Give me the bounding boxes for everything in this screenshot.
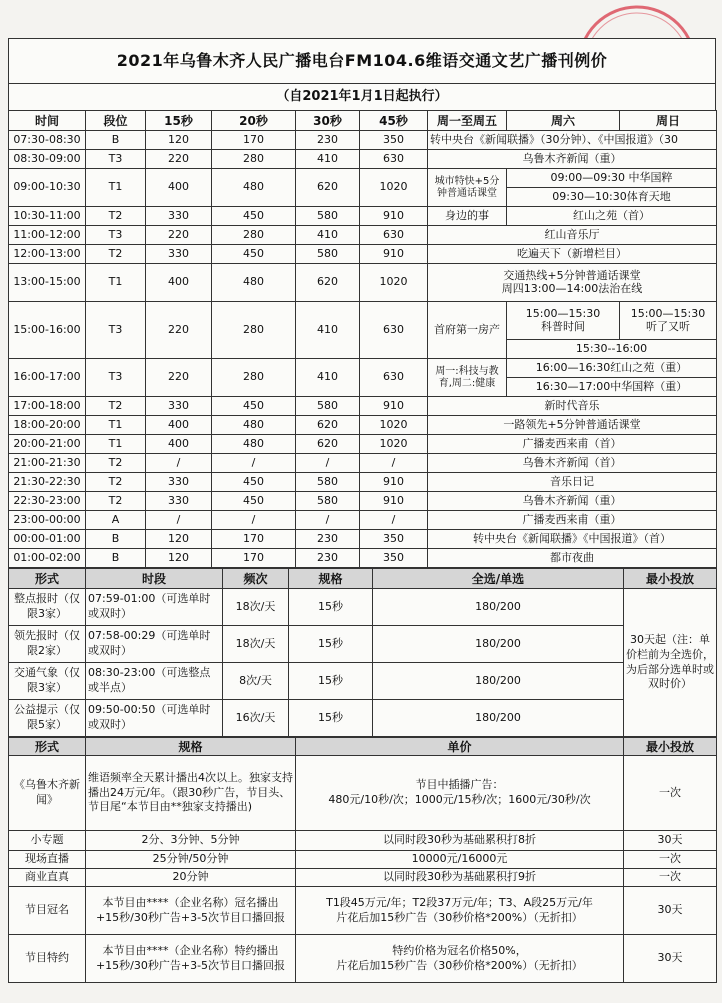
program-cell: 都市夜曲 <box>428 549 717 568</box>
spec-cell: 15秒 <box>289 663 373 700</box>
table-row <box>9 511 717 530</box>
program-cell: 音乐日记 <box>428 473 717 492</box>
price-cell: / <box>296 511 360 530</box>
level-cell: A <box>86 511 146 530</box>
program-cell: 广播麦西来甫（重） <box>428 511 717 530</box>
price-cell <box>296 935 624 983</box>
col-header-unit-price: 单价 <box>296 738 624 756</box>
min-order-cell: 30天 <box>624 887 717 935</box>
spec-cell: 25分钟/50分钟 <box>86 851 296 869</box>
price-cell <box>296 887 624 935</box>
table-row <box>9 150 717 169</box>
price-cell: 410 <box>296 226 360 245</box>
price-cell: 400 <box>146 416 212 435</box>
time-cell: 17:00-18:00 <box>9 397 86 416</box>
price-cell: 580 <box>296 492 360 511</box>
price-cell: 450 <box>212 473 296 492</box>
price-cell: 910 <box>360 245 428 264</box>
col-header-20s: 20秒 <box>212 111 296 131</box>
price-cell: 180/200 <box>373 700 624 737</box>
spec-cell <box>86 935 296 983</box>
price-cell: 480 <box>212 435 296 454</box>
level-cell: B <box>86 549 146 568</box>
col-header-spec: 规格 <box>289 569 373 589</box>
col-header-min-order: 最小投放 <box>624 569 717 589</box>
price-cell: 400 <box>146 264 212 302</box>
price-cell: 580 <box>296 397 360 416</box>
col-header-min-order: 最小投放 <box>624 738 717 756</box>
price-cell: 170 <box>212 530 296 549</box>
price-line: 节目中插播广告： <box>415 778 504 792</box>
price-cell: 620 <box>296 435 360 454</box>
level-cell: T1 <box>86 416 146 435</box>
frequency-cell: 16次/天 <box>223 700 289 737</box>
price-line: T1段45万元/年；T2段37万元/年；T3、A段25万元/年 <box>326 895 593 909</box>
min-order-cell: 一次 <box>624 756 717 831</box>
price-cell: 350 <box>360 530 428 549</box>
level-cell: T2 <box>86 492 146 511</box>
frequency-cell: 18次/天 <box>223 589 289 626</box>
spec-line: 本节目由****（企业名称）冠名播出 <box>102 895 279 909</box>
col-header-sunday: 周日 <box>620 111 717 131</box>
price-cell: 170 <box>212 549 296 568</box>
price-cell: 350 <box>360 131 428 150</box>
price-cell: 330 <box>146 207 212 226</box>
table-row <box>9 663 717 700</box>
frequency-cell: 8次/天 <box>223 663 289 700</box>
table-row <box>9 359 717 378</box>
spec-cell <box>86 887 296 935</box>
sunday-program-cell <box>620 302 717 340</box>
program-line: 15:00—15:30 <box>630 306 706 320</box>
page-title: 2021年乌鲁木齐人民广播电台FM104.6维语交通文艺广播刊例价 <box>8 38 716 83</box>
program-line: 听了又听 <box>646 319 690 333</box>
time-cell: 13:00-15:00 <box>9 264 86 302</box>
price-cell: 以同时段30秒为基础累积打9折 <box>296 869 624 887</box>
price-cell: 630 <box>360 150 428 169</box>
table-row <box>9 226 717 245</box>
price-line: 片花后加15秒广告（30秒价格*200%）（无折扣） <box>336 958 583 972</box>
price-cell: 230 <box>296 131 360 150</box>
col-header-weekday: 周一至周五 <box>428 111 507 131</box>
level-cell: T2 <box>86 454 146 473</box>
price-cell: 180/200 <box>373 589 624 626</box>
level-cell: B <box>86 530 146 549</box>
time-cell: 09:00-10:30 <box>9 169 86 207</box>
period-cell: 07:59-01:00（可选单时或双时） <box>86 589 223 626</box>
time-cell: 15:00-16:00 <box>9 302 86 359</box>
price-cell: 910 <box>360 492 428 511</box>
program-cell: 乌鲁木齐新闻（首） <box>428 454 717 473</box>
level-cell: T1 <box>86 435 146 454</box>
form-cell: 商业直真 <box>9 869 86 887</box>
price-cell: / <box>212 511 296 530</box>
price-cell: 280 <box>212 150 296 169</box>
price-cell: 220 <box>146 150 212 169</box>
level-cell: T3 <box>86 359 146 397</box>
col-header-level: 段位 <box>86 111 146 131</box>
min-order-cell: 一次 <box>624 851 717 869</box>
period-cell: 08:30-23:00（可选整点或半点） <box>86 663 223 700</box>
spec-line: 本节目由****（企业名称）特约播出 <box>102 943 279 957</box>
table-row <box>9 530 717 549</box>
price-cell: 120 <box>146 131 212 150</box>
price-line: 片花后加15秒广告（30秒价格*200%）（无折扣） <box>336 910 583 924</box>
price-cell: 220 <box>146 359 212 397</box>
price-cell: 580 <box>296 473 360 492</box>
price-cell: 910 <box>360 207 428 226</box>
spec-cell: 15秒 <box>289 700 373 737</box>
form-cell: 整点报时（仅限3家） <box>9 589 86 626</box>
price-cell: / <box>296 454 360 473</box>
weekend-program-cell: 16:00—16:30红山之苑（重） <box>507 359 717 378</box>
program-cell <box>428 264 717 302</box>
col-header-form: 形式 <box>9 738 86 756</box>
table-row <box>9 169 717 188</box>
price-cell: 450 <box>212 397 296 416</box>
special-formats-table <box>8 737 717 983</box>
price-cell: 330 <box>146 397 212 416</box>
table-row <box>9 851 717 869</box>
price-cell: 400 <box>146 169 212 207</box>
table-row <box>9 416 717 435</box>
price-cell: 280 <box>212 359 296 397</box>
col-header-30s: 30秒 <box>296 111 360 131</box>
level-cell: T1 <box>86 264 146 302</box>
price-cell: 1020 <box>360 264 428 302</box>
table-row <box>9 492 717 511</box>
program-cell: 一路领先+5分钟普通话课堂 <box>428 416 717 435</box>
min-order-cell: 30天起（注：单价栏前为全选价，为后部分选单时或双时价） <box>624 589 717 737</box>
col-header-saturday: 周六 <box>507 111 620 131</box>
program-line: 科普时间 <box>541 319 585 333</box>
price-cell: 450 <box>212 245 296 264</box>
program-cell: 转中央台《新闻联播》《中国报道》（首） <box>428 530 717 549</box>
table-row <box>9 473 717 492</box>
period-cell: 07:58-00:29（可选单时或双时） <box>86 626 223 663</box>
form-cell: 小专题 <box>9 831 86 851</box>
weekend-program-cell: 16:30—17:00中华国粹（重） <box>507 378 717 397</box>
price-cell: 280 <box>212 226 296 245</box>
weekend-program-cell: 09:00—09:30 中华国粹 <box>507 169 717 188</box>
price-cell: 1020 <box>360 435 428 454</box>
weekday-program-cell: 城市特快+5分钟普通话课堂 <box>428 169 507 207</box>
special-header-row <box>9 738 717 756</box>
table-row <box>9 435 717 454</box>
schedule-header-row <box>9 111 717 131</box>
col-header-form: 形式 <box>9 569 86 589</box>
program-cell: 广播麦西来甫（首） <box>428 435 717 454</box>
page-subtitle: （自2021年1月1日起执行） <box>8 83 716 110</box>
col-header-45s: 45秒 <box>360 111 428 131</box>
form-cell: 交通气象（仅限3家） <box>9 663 86 700</box>
weekend-program-cell: 15:30--16:00 <box>507 340 717 359</box>
table-row <box>9 454 717 473</box>
price-cell: 410 <box>296 359 360 397</box>
price-cell: / <box>146 511 212 530</box>
program-cell: 新时代音乐 <box>428 397 717 416</box>
table-row <box>9 264 717 302</box>
form-cell: 节目冠名 <box>9 887 86 935</box>
price-cell: 620 <box>296 169 360 207</box>
time-cell: 10:30-11:00 <box>9 207 86 226</box>
price-cell: 450 <box>212 492 296 511</box>
price-cell: 180/200 <box>373 663 624 700</box>
level-cell: T3 <box>86 302 146 359</box>
timed-ads-table <box>8 568 717 737</box>
schedule-table <box>8 110 717 568</box>
price-cell: 1020 <box>360 169 428 207</box>
weekday-program-cell: 周一:科技与教育,周二:健康 <box>428 359 507 397</box>
col-header-price: 全选/单选 <box>373 569 624 589</box>
price-cell: 410 <box>296 302 360 359</box>
program-line: 交通热线+5分钟普通话课堂 <box>503 268 641 282</box>
table-row <box>9 207 717 226</box>
price-cell: 170 <box>212 131 296 150</box>
time-cell: 00:00-01:00 <box>9 530 86 549</box>
spec-line: +15秒/30秒广告+3-5次节目口播回报 <box>95 958 286 972</box>
table-row <box>9 935 717 983</box>
price-cell: / <box>146 454 212 473</box>
price-cell: 220 <box>146 226 212 245</box>
saturday-program-cell <box>507 302 620 340</box>
table-row <box>9 831 717 851</box>
table-row <box>9 756 717 831</box>
form-cell: 节目特约 <box>9 935 86 983</box>
time-cell: 18:00-20:00 <box>9 416 86 435</box>
price-cell: 630 <box>360 302 428 359</box>
time-cell: 23:00-00:00 <box>9 511 86 530</box>
table-row <box>9 869 717 887</box>
form-cell: 《乌鲁木齐新闻》 <box>9 756 86 831</box>
price-cell: 280 <box>212 302 296 359</box>
weekday-program-cell: 首府第一房产 <box>428 302 507 359</box>
price-line: 特约价格为冠名价格50%， <box>392 943 527 957</box>
col-header-time: 时间 <box>9 111 86 131</box>
level-cell: T2 <box>86 397 146 416</box>
price-cell: 330 <box>146 473 212 492</box>
price-cell: 580 <box>296 207 360 226</box>
frequency-cell: 18次/天 <box>223 626 289 663</box>
spec-cell: 维语频率全天累计播出4次以上。独家支持播出24万元/年。（跟30秒广告，节目头、节目尾“本节目由**独家支持播出) <box>86 756 296 831</box>
price-cell: 450 <box>212 207 296 226</box>
level-cell: B <box>86 131 146 150</box>
col-header-15s: 15秒 <box>146 111 212 131</box>
program-cell: 吃遍天下（新增栏目） <box>428 245 717 264</box>
price-cell: 480 <box>212 169 296 207</box>
price-cell: / <box>360 511 428 530</box>
price-cell: 230 <box>296 530 360 549</box>
price-line: 480元/10秒/次；1000元/15秒/次；1600元/30秒/次 <box>328 793 591 806</box>
spec-cell: 15秒 <box>289 589 373 626</box>
price-cell: 580 <box>296 245 360 264</box>
level-cell: T2 <box>86 207 146 226</box>
price-cell: 400 <box>146 435 212 454</box>
time-cell: 20:00-21:00 <box>9 435 86 454</box>
col-header-spec: 规格 <box>86 738 296 756</box>
program-cell: 乌鲁木齐新闻（重） <box>428 492 717 511</box>
level-cell: T1 <box>86 169 146 207</box>
price-cell: 480 <box>212 264 296 302</box>
table-row <box>9 131 717 150</box>
weekend-program-cell: 09:30—10:30体育天地 <box>507 188 717 207</box>
price-cell: 620 <box>296 264 360 302</box>
price-cell: 910 <box>360 397 428 416</box>
price-cell: 120 <box>146 549 212 568</box>
time-cell: 22:30-23:00 <box>9 492 86 511</box>
table-row <box>9 245 717 264</box>
price-cell: 330 <box>146 245 212 264</box>
price-cell: 120 <box>146 530 212 549</box>
price-cell: 350 <box>360 549 428 568</box>
program-line: 周四13:00—14:00法治在线 <box>501 281 643 295</box>
table-row <box>9 887 717 935</box>
weekend-program-cell: 红山之苑（首） <box>507 207 717 226</box>
price-cell: 410 <box>296 150 360 169</box>
time-cell: 07:30-08:30 <box>9 131 86 150</box>
form-cell: 现场直播 <box>9 851 86 869</box>
col-header-period: 时段 <box>86 569 223 589</box>
price-cell: 330 <box>146 492 212 511</box>
level-cell: T2 <box>86 473 146 492</box>
table-row <box>9 549 717 568</box>
price-cell: 10000元/16000元 <box>296 851 624 869</box>
table-row <box>9 700 717 737</box>
form-cell: 公益提示（仅限5家） <box>9 700 86 737</box>
time-cell: 11:00-12:00 <box>9 226 86 245</box>
price-cell: 910 <box>360 473 428 492</box>
program-cell: 转中央台《新闻联播》（30分钟）、《中国报道》（30 <box>428 131 717 150</box>
table-row <box>9 397 717 416</box>
price-cell: / <box>212 454 296 473</box>
price-cell: 630 <box>360 226 428 245</box>
price-cell: 180/200 <box>373 626 624 663</box>
price-cell: 230 <box>296 549 360 568</box>
price-cell: 1020 <box>360 416 428 435</box>
level-cell: T3 <box>86 150 146 169</box>
program-cell: 红山音乐厅 <box>428 226 717 245</box>
spec-cell: 20分钟 <box>86 869 296 887</box>
price-cell: 480 <box>212 416 296 435</box>
time-cell: 08:30-09:00 <box>9 150 86 169</box>
spec-cell: 15秒 <box>289 626 373 663</box>
time-cell: 01:00-02:00 <box>9 549 86 568</box>
table-row <box>9 589 717 626</box>
time-cell: 12:00-13:00 <box>9 245 86 264</box>
price-cell: 以同时段30秒为基础累积打8折 <box>296 831 624 851</box>
price-cell <box>296 756 624 831</box>
spec-line: +15秒/30秒广告+3-5次节目口播回报 <box>95 910 286 924</box>
time-cell: 21:30-22:30 <box>9 473 86 492</box>
col-header-frequency: 频次 <box>223 569 289 589</box>
price-cell: 620 <box>296 416 360 435</box>
program-cell: 乌鲁木齐新闻（重） <box>428 150 717 169</box>
rate-card <box>8 38 716 983</box>
price-cell: 630 <box>360 359 428 397</box>
weekday-program-cell: 身边的事 <box>428 207 507 226</box>
form-cell: 领先报时（仅限2家） <box>9 626 86 663</box>
level-cell: T3 <box>86 226 146 245</box>
table-row <box>9 302 717 340</box>
min-order-cell: 30天 <box>624 935 717 983</box>
period-cell: 09:50-00:50（可选单时或双时） <box>86 700 223 737</box>
program-line: 15:00—15:30 <box>525 306 601 320</box>
timed-header-row <box>9 569 717 589</box>
min-order-cell: 30天 <box>624 831 717 851</box>
price-cell: / <box>360 454 428 473</box>
price-cell: 220 <box>146 302 212 359</box>
time-cell: 16:00-17:00 <box>9 359 86 397</box>
spec-cell: 2分、3分钟、5分钟 <box>86 831 296 851</box>
table-row <box>9 626 717 663</box>
level-cell: T2 <box>86 245 146 264</box>
time-cell: 21:00-21:30 <box>9 454 86 473</box>
min-order-cell: 一次 <box>624 869 717 887</box>
